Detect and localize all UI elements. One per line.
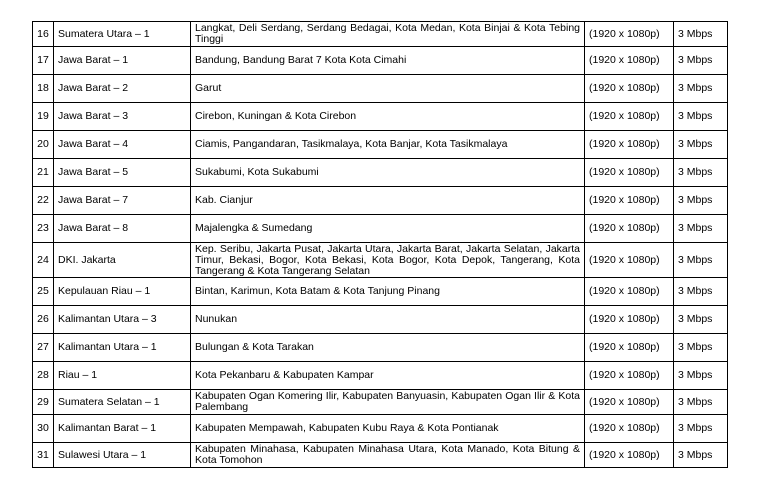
area-cell: Garut (191, 75, 585, 103)
resolution-cell: (1920 x 1080p) (585, 390, 674, 415)
resolution-cell: (1920 x 1080p) (585, 22, 674, 47)
row-number: 19 (33, 103, 54, 131)
bandwidth-cell: 3 Mbps (674, 131, 728, 159)
bandwidth-cell: 3 Mbps (674, 278, 728, 306)
row-number: 28 (33, 362, 54, 390)
area-cell: Bintan, Karimun, Kota Batam & Kota Tanjung Pinang (191, 278, 585, 306)
table-row (33, 215, 728, 243)
row-number: 26 (33, 306, 54, 334)
table-row (33, 75, 728, 103)
resolution-cell: (1920 x 1080p) (585, 306, 674, 334)
province-cell: Sumatera Selatan – 1 (54, 390, 191, 415)
table-row (33, 415, 728, 443)
row-number: 16 (33, 22, 54, 47)
province-cell: DKI. Jakarta (54, 243, 191, 278)
resolution-cell: (1920 x 1080p) (585, 362, 674, 390)
table-row (33, 47, 728, 75)
province-cell: Jawa Barat – 7 (54, 187, 191, 215)
bandwidth-cell: 3 Mbps (674, 362, 728, 390)
bandwidth-cell: 3 Mbps (674, 443, 728, 468)
bandwidth-cell: 3 Mbps (674, 306, 728, 334)
table-row (33, 443, 728, 468)
row-number: 27 (33, 334, 54, 362)
bandwidth-cell: 3 Mbps (674, 22, 728, 47)
bandwidth-cell: 3 Mbps (674, 187, 728, 215)
area-cell: Kab. Cianjur (191, 187, 585, 215)
province-cell: Kepulauan Riau – 1 (54, 278, 191, 306)
table-row (33, 159, 728, 187)
area-cell: Nunukan (191, 306, 585, 334)
bandwidth-cell: 3 Mbps (674, 47, 728, 75)
province-cell: Sulawesi Utara – 1 (54, 443, 191, 468)
row-number: 25 (33, 278, 54, 306)
area-cell: Kota Pekanbaru & Kabupaten Kampar (191, 362, 585, 390)
table-row (33, 306, 728, 334)
row-number: 23 (33, 215, 54, 243)
row-number: 21 (33, 159, 54, 187)
row-number: 29 (33, 390, 54, 415)
province-cell: Jawa Barat – 1 (54, 47, 191, 75)
area-cell: Kabupaten Ogan Komering Ilir, Kabupaten Banyuasin, Kabupaten Ogan Ilir & Kota Palembang (191, 390, 585, 415)
resolution-cell: (1920 x 1080p) (585, 187, 674, 215)
province-cell: Jawa Barat – 8 (54, 215, 191, 243)
province-cell: Jawa Barat – 2 (54, 75, 191, 103)
area-cell: Ciamis, Pangandaran, Tasikmalaya, Kota Banjar, Kota Tasikmalaya (191, 131, 585, 159)
resolution-cell: (1920 x 1080p) (585, 47, 674, 75)
resolution-cell: (1920 x 1080p) (585, 215, 674, 243)
bandwidth-cell: 3 Mbps (674, 159, 728, 187)
area-cell: Bulungan & Kota Tarakan (191, 334, 585, 362)
resolution-cell: (1920 x 1080p) (585, 75, 674, 103)
area-cell: Langkat, Deli Serdang, Serdang Bedagai, Kota Medan, Kota Binjai & Kota Tebing Tinggi (191, 22, 585, 47)
table-row (33, 131, 728, 159)
table-row (33, 187, 728, 215)
bandwidth-cell: 3 Mbps (674, 215, 728, 243)
resolution-cell: (1920 x 1080p) (585, 103, 674, 131)
table-body (33, 22, 728, 468)
bandwidth-cell: 3 Mbps (674, 75, 728, 103)
table-row (33, 22, 728, 47)
table-row (33, 243, 728, 278)
bandwidth-cell: 3 Mbps (674, 243, 728, 278)
bandwidth-cell: 3 Mbps (674, 103, 728, 131)
province-cell: Sumatera Utara – 1 (54, 22, 191, 47)
area-cell: Majalengka & Sumedang (191, 215, 585, 243)
resolution-cell: (1920 x 1080p) (585, 443, 674, 468)
area-cell: Kep. Seribu, Jakarta Pusat, Jakarta Utara, Jakarta Barat, Jakarta Selatan, Jakarta Timur, Bekasi, Bogor, Kota Bekasi, Kota Bogor, Kota Depok, Tangerang, Kota Tangerang & Kota Tangerang Selatan (191, 243, 585, 278)
bandwidth-cell: 3 Mbps (674, 334, 728, 362)
table-row (33, 390, 728, 415)
table-row (33, 103, 728, 131)
resolution-cell: (1920 x 1080p) (585, 159, 674, 187)
resolution-cell: (1920 x 1080p) (585, 278, 674, 306)
province-cell: Kalimantan Barat – 1 (54, 415, 191, 443)
table-row (33, 362, 728, 390)
province-cell: Jawa Barat – 3 (54, 103, 191, 131)
province-cell: Kalimantan Utara – 3 (54, 306, 191, 334)
province-cell: Jawa Barat – 5 (54, 159, 191, 187)
province-cell: Kalimantan Utara – 1 (54, 334, 191, 362)
row-number: 22 (33, 187, 54, 215)
resolution-cell: (1920 x 1080p) (585, 415, 674, 443)
province-cell: Jawa Barat – 4 (54, 131, 191, 159)
bandwidth-cell: 3 Mbps (674, 390, 728, 415)
area-cell: Sukabumi, Kota Sukabumi (191, 159, 585, 187)
table-row (33, 334, 728, 362)
area-cell: Kabupaten Minahasa, Kabupaten Minahasa Utara, Kota Manado, Kota Bitung & Kota Tomohon (191, 443, 585, 468)
resolution-cell: (1920 x 1080p) (585, 131, 674, 159)
row-number: 30 (33, 415, 54, 443)
province-cell: Riau – 1 (54, 362, 191, 390)
bandwidth-cell: 3 Mbps (674, 415, 728, 443)
coverage-table (32, 21, 728, 468)
row-number: 20 (33, 131, 54, 159)
table-row (33, 278, 728, 306)
resolution-cell: (1920 x 1080p) (585, 334, 674, 362)
row-number: 18 (33, 75, 54, 103)
area-cell: Bandung, Bandung Barat 7 Kota Kota Cimahi (191, 47, 585, 75)
resolution-cell: (1920 x 1080p) (585, 243, 674, 278)
row-number: 31 (33, 443, 54, 468)
area-cell: Kabupaten Mempawah, Kabupaten Kubu Raya & Kota Pontianak (191, 415, 585, 443)
area-cell: Cirebon, Kuningan & Kota Cirebon (191, 103, 585, 131)
row-number: 24 (33, 243, 54, 278)
row-number: 17 (33, 47, 54, 75)
